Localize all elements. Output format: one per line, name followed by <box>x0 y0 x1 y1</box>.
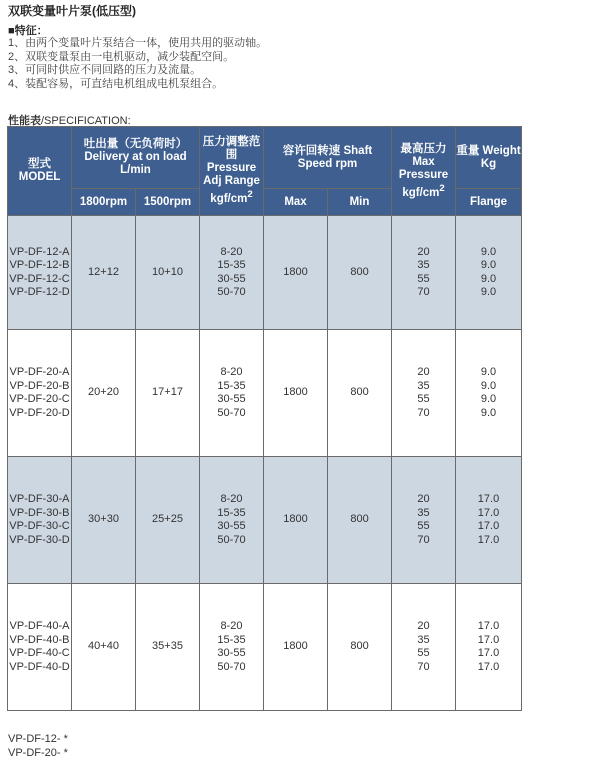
cell-delivery-1500: 35+35 <box>136 584 200 711</box>
header-delivery: 吐出量（无负荷时） Delivery at on load L/min <box>72 127 200 189</box>
features-heading: ■特征： <box>8 25 48 37</box>
header-weight: 重量 Weight Kg <box>456 127 522 189</box>
weight-value: 17.0 <box>477 493 500 505</box>
table-row <box>8 216 522 330</box>
table-row <box>8 330 522 457</box>
header-min: Min <box>328 189 392 216</box>
pressure-value: 20 <box>417 620 430 632</box>
feature-item: 1、由两个变量叶片泵结合一体，使用共用的驱动轴。 <box>8 37 268 49</box>
header-1800rpm: 1800rpm <box>72 189 136 216</box>
header-1500rpm: 1500rpm <box>136 189 200 216</box>
range-value: 50-70 <box>217 660 246 673</box>
range-value: 8-20 <box>220 493 243 505</box>
range-value: 15-35 <box>217 379 246 392</box>
cell-speed-min: 800 <box>328 330 392 457</box>
cell-delivery-1500: 25+25 <box>136 457 200 584</box>
weight-value: 17.0 <box>477 506 500 519</box>
cell-delivery-1800: 40+40 <box>72 584 136 711</box>
cell-weight <box>456 584 522 711</box>
footer-notes <box>8 733 68 760</box>
pressure-value: 70 <box>417 406 430 419</box>
cell-delivery-1800: 20+20 <box>72 330 136 457</box>
weight-value: 9.0 <box>480 379 497 392</box>
weight-value: 9.0 <box>480 406 497 419</box>
header-model: 型式 MODEL <box>8 127 72 216</box>
cell-pressure-range <box>200 457 264 584</box>
weight-value: 17.0 <box>477 520 500 532</box>
cell-weight <box>456 216 522 330</box>
cell-model: VP-DF-30-A VP-DF-30-B VP-DF-30-C VP-DF-30-D <box>8 457 72 584</box>
weight-value: 17.0 <box>477 660 500 673</box>
cell-model: VP-DF-20-A VP-DF-20-B VP-DF-20-C VP-DF-20-D <box>8 330 72 457</box>
cell-delivery-1500: 10+10 <box>136 216 200 330</box>
header-shaft-speed: 容许回转速 Shaft Speed rpm <box>264 127 392 189</box>
cell-speed-max: 1800 <box>264 216 328 330</box>
weight-value: 17.0 <box>477 620 500 632</box>
range-value: 8-20 <box>220 245 243 258</box>
weight-value: 17.0 <box>477 533 500 546</box>
cell-max-pressure <box>392 216 456 330</box>
pressure-value: 35 <box>417 506 430 519</box>
feature-item: 4、装配容易，可直结电机组成电机泵组合。 <box>8 77 224 90</box>
spec-label-rest: /SPECIFICATION: <box>41 115 131 127</box>
weight-value: 9.0 <box>480 259 497 271</box>
pressure-value: 20 <box>417 493 430 505</box>
range-value: 15-35 <box>217 259 246 271</box>
cell-speed-max: 1800 <box>264 330 328 457</box>
cell-weight <box>456 457 522 584</box>
header-pressure-adj <box>200 127 264 216</box>
table-row <box>8 584 522 711</box>
pressure-value: 55 <box>417 520 430 532</box>
header-flange: Flange <box>456 189 522 216</box>
range-value: 15-35 <box>217 633 246 646</box>
pressure-value: 70 <box>417 533 430 546</box>
cell-max-pressure <box>392 457 456 584</box>
features-list <box>8 37 267 91</box>
cell-pressure-range <box>200 216 264 330</box>
cell-max-pressure <box>392 584 456 711</box>
pressure-value: 55 <box>417 393 430 405</box>
header-max-pressure-unit: kgf/cm <box>402 186 440 199</box>
header-max: Max <box>264 189 328 216</box>
cell-pressure-range <box>200 584 264 711</box>
cell-speed-min: 800 <box>328 584 392 711</box>
cell-delivery-1800: 12+12 <box>72 216 136 330</box>
cell-max-pressure <box>392 330 456 457</box>
weight-value: 9.0 <box>480 245 497 258</box>
cell-speed-max: 1800 <box>264 584 328 711</box>
header-pressure-adj-unit: kgf/cm <box>210 192 248 205</box>
table-row <box>8 457 522 584</box>
pressure-value: 55 <box>417 272 430 285</box>
cell-model: VP-DF-12-A VP-DF-12-B VP-DF-12-C VP-DF-12-D <box>8 216 72 330</box>
footer-line: VP-DF-12- * <box>8 733 68 745</box>
unit-superscript: 2 <box>439 182 445 194</box>
range-value: 8-20 <box>220 366 243 378</box>
spec-label-bold: 性能表 <box>8 115 41 127</box>
cell-weight <box>456 330 522 457</box>
weight-value: 9.0 <box>480 272 497 285</box>
header-max-pressure <box>392 127 456 216</box>
cell-delivery-1500: 17+17 <box>136 330 200 457</box>
range-value: 50-70 <box>217 286 246 298</box>
pressure-value: 55 <box>417 647 430 659</box>
range-value: 50-70 <box>217 533 246 546</box>
footer-line: VP-DF-20- * <box>8 746 68 759</box>
pressure-value: 20 <box>417 245 430 258</box>
cell-speed-min: 800 <box>328 216 392 330</box>
range-value: 30-55 <box>217 520 246 532</box>
cell-model: VP-DF-40-A VP-DF-40-B VP-DF-40-C VP-DF-40-D <box>8 584 72 711</box>
feature-item: 2、双联变量泵由一电机驱动，减少装配空间。 <box>8 50 235 63</box>
range-value: 30-55 <box>217 393 246 405</box>
range-value: 8-20 <box>220 620 243 632</box>
cell-delivery-1800: 30+30 <box>72 457 136 584</box>
page-title: 双联变量叶片泵(低压型) <box>8 4 136 18</box>
weight-value: 17.0 <box>477 633 500 646</box>
weight-value: 9.0 <box>480 366 497 378</box>
range-value: 15-35 <box>217 506 246 519</box>
unit-superscript: 2 <box>247 189 253 201</box>
pressure-value: 70 <box>417 286 430 298</box>
spec-table <box>7 126 522 711</box>
weight-value: 9.0 <box>480 393 497 405</box>
range-value: 30-55 <box>217 647 246 659</box>
header-max-pressure-text: 最高压力 Max Pressure <box>398 142 449 181</box>
pressure-value: 70 <box>417 660 430 673</box>
cell-pressure-range <box>200 330 264 457</box>
range-value: 30-55 <box>217 272 246 285</box>
cell-speed-min: 800 <box>328 457 392 584</box>
feature-item: 3、可同时供应不同回路的压力及流量。 <box>8 64 202 76</box>
pressure-value: 35 <box>417 259 430 271</box>
pressure-value: 35 <box>417 633 430 646</box>
pressure-value: 35 <box>417 379 430 392</box>
weight-value: 17.0 <box>477 647 500 659</box>
pressure-value: 20 <box>417 366 430 378</box>
weight-value: 9.0 <box>480 286 497 298</box>
cell-speed-max: 1800 <box>264 457 328 584</box>
range-value: 50-70 <box>217 406 246 419</box>
header-pressure-adj-text: 压力调整范围 Pressure Adj Range <box>202 136 261 188</box>
